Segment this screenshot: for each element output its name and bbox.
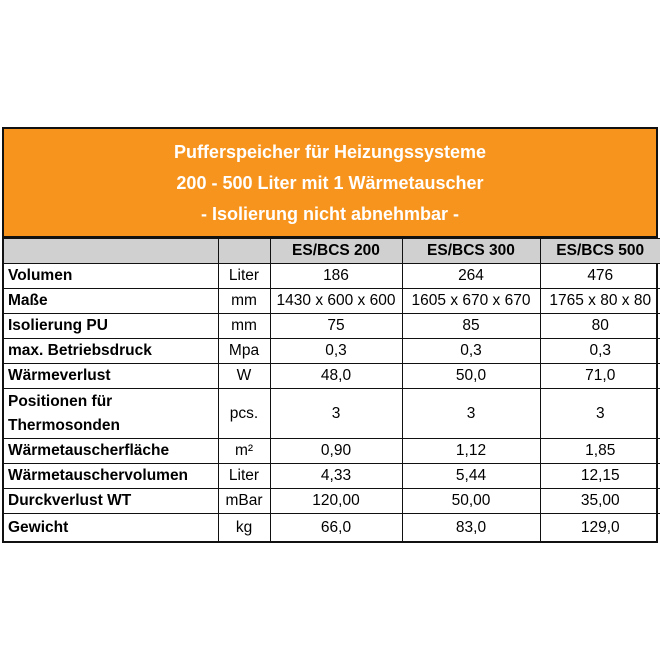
row-label: max. Betriebsdruck: [4, 339, 218, 364]
cell-value: 1605 x 670 x 670: [402, 289, 540, 314]
row-unit: kg: [218, 514, 270, 542]
title-banner: [4, 129, 656, 238]
row-unit: Liter: [218, 464, 270, 489]
column-header-es-bcs-200: ES/BCS 200: [270, 239, 402, 264]
cell-value: 75: [270, 314, 402, 339]
column-header-es-bcs-300: ES/BCS 300: [402, 239, 540, 264]
row-unit: mBar: [218, 489, 270, 514]
table-row: [4, 364, 660, 389]
cell-value: 186: [270, 264, 402, 289]
title-line-3: - Isolierung nicht abnehmbar -: [200, 204, 460, 224]
cell-value: 1,85: [540, 439, 660, 464]
row-unit: mm: [218, 289, 270, 314]
cell-value: 0,3: [270, 339, 402, 364]
cell-value: 476: [540, 264, 660, 289]
column-header-label: [4, 239, 218, 264]
row-label: Durckverlust WT: [4, 489, 218, 514]
cell-value: 0,3: [402, 339, 540, 364]
cell-value: 5,44: [402, 464, 540, 489]
cell-value: 3: [270, 389, 402, 439]
cell-value: 0,3: [540, 339, 660, 364]
row-label: Positionen für Thermosonden: [4, 389, 218, 439]
table-row: [4, 264, 660, 289]
row-label: Gewicht: [4, 514, 218, 542]
row-unit: m²: [218, 439, 270, 464]
row-label: Wärmeverlust: [4, 364, 218, 389]
row-unit: pcs.: [218, 389, 270, 439]
column-header-unit: [218, 239, 270, 264]
table-row: [4, 464, 660, 489]
cell-value: 3: [540, 389, 660, 439]
row-label: Wärmetauscherfläche: [4, 439, 218, 464]
table-row: [4, 439, 660, 464]
row-unit: mm: [218, 314, 270, 339]
column-header-row: [4, 239, 660, 264]
table-row: [4, 489, 660, 514]
cell-value: 35,00: [540, 489, 660, 514]
cell-value: 0,90: [270, 439, 402, 464]
cell-value: 1,12: [402, 439, 540, 464]
spec-sheet: [2, 127, 658, 543]
row-unit: Liter: [218, 264, 270, 289]
table-row: [4, 339, 660, 364]
cell-value: 50,00: [402, 489, 540, 514]
title-line-2: 200 - 500 Liter mit 1 Wärmetauscher: [176, 173, 484, 193]
table-row: [4, 314, 660, 339]
table-row: [4, 514, 660, 542]
cell-value: 66,0: [270, 514, 402, 542]
row-label: Wärmetauschervolumen: [4, 464, 218, 489]
cell-value: 48,0: [270, 364, 402, 389]
cell-value: 1765 x 80 x 80: [540, 289, 660, 314]
cell-value: 120,00: [270, 489, 402, 514]
cell-value: 12,15: [540, 464, 660, 489]
cell-value: 4,33: [270, 464, 402, 489]
row-unit: W: [218, 364, 270, 389]
row-label: Maße: [4, 289, 218, 314]
row-label: Volumen: [4, 264, 218, 289]
cell-value: 80: [540, 314, 660, 339]
cell-value: 1430 x 600 x 600: [270, 289, 402, 314]
column-header-es-bcs-500: ES/BCS 500: [540, 239, 660, 264]
cell-value: 50,0: [402, 364, 540, 389]
cell-value: 129,0: [540, 514, 660, 542]
table-row: [4, 389, 660, 439]
spec-table: [4, 238, 660, 541]
table-row: [4, 289, 660, 314]
cell-value: 264: [402, 264, 540, 289]
row-unit: Mpa: [218, 339, 270, 364]
cell-value: 85: [402, 314, 540, 339]
cell-value: 83,0: [402, 514, 540, 542]
title-line-1: Pufferspeicher für Heizungssysteme: [173, 142, 487, 162]
cell-value: 71,0: [540, 364, 660, 389]
cell-value: 3: [402, 389, 540, 439]
row-label: Isolierung PU: [4, 314, 218, 339]
